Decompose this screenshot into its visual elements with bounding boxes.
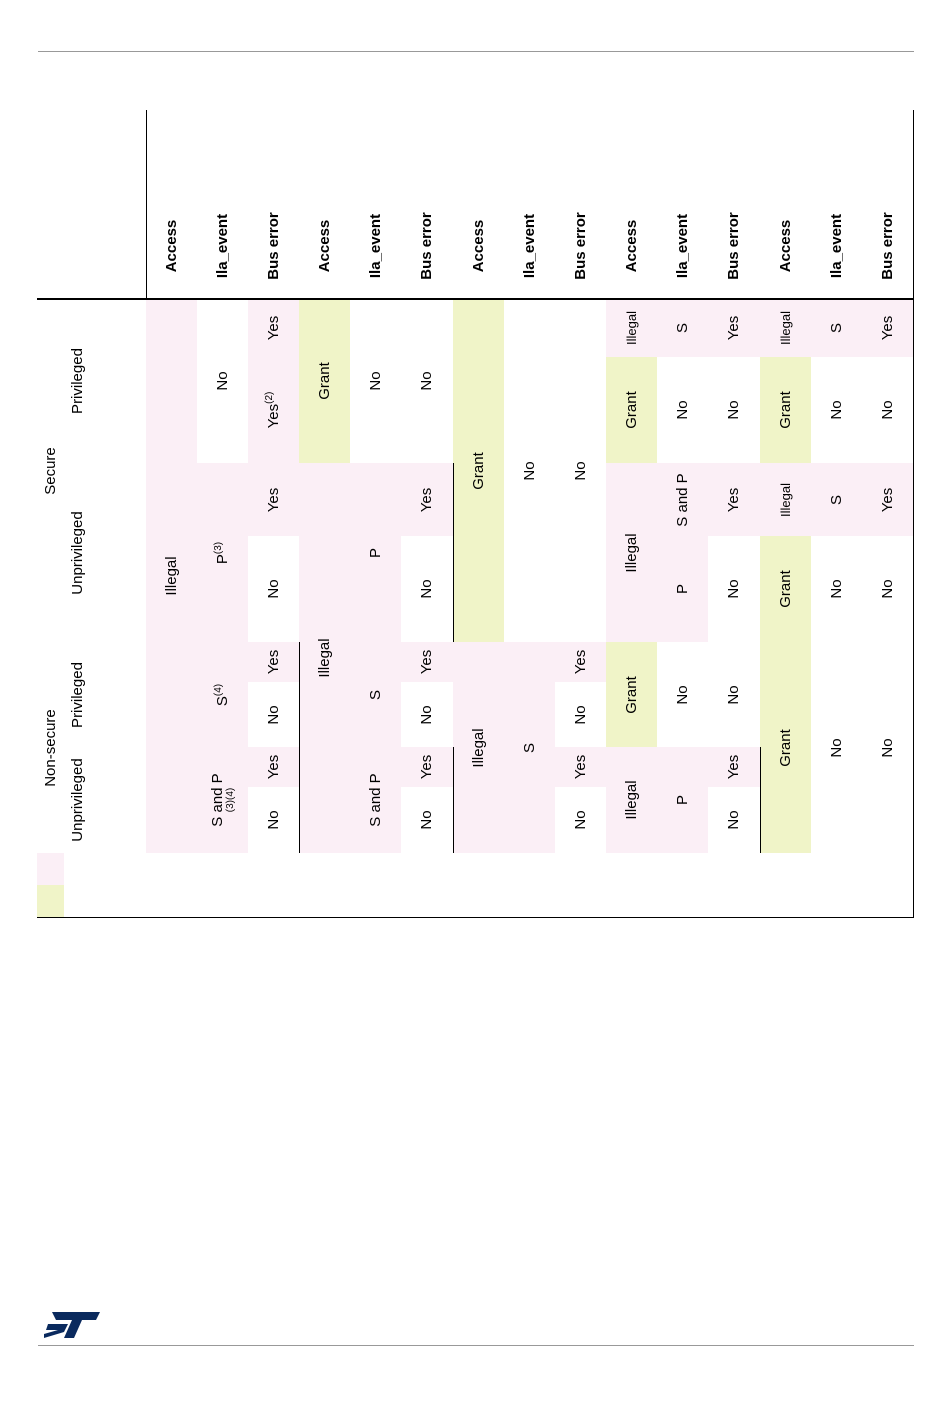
table-cell-text: Illegal bbox=[623, 311, 639, 345]
table-cell bbox=[453, 299, 505, 643]
table-cell-text: No bbox=[418, 371, 436, 391]
table-cell bbox=[862, 299, 914, 358]
table-cell bbox=[862, 357, 914, 464]
table-cell-text: No bbox=[264, 704, 282, 725]
table-cell-text: Yes bbox=[418, 754, 436, 780]
table-cell bbox=[657, 357, 709, 464]
table-cell-text: Grant bbox=[315, 362, 333, 400]
table-cell bbox=[197, 642, 249, 748]
column-header bbox=[453, 192, 505, 300]
table-cell bbox=[708, 357, 761, 464]
table-cell bbox=[197, 299, 249, 464]
table-cell-text: No bbox=[878, 737, 896, 758]
table-cell bbox=[708, 747, 761, 788]
table-cell-text: Grant bbox=[776, 570, 794, 608]
table-cell-text: No bbox=[878, 579, 896, 599]
column-header-text: Bus error bbox=[878, 211, 896, 280]
table-cell-text: No bbox=[827, 737, 845, 758]
table-cell-text: No bbox=[673, 400, 691, 420]
table-cell bbox=[248, 642, 300, 683]
table-cell-text: Yes$^{(2)}$ bbox=[263, 391, 282, 429]
group-title-cell bbox=[453, 110, 607, 193]
row-sub-label-text: Unprivileged bbox=[68, 758, 86, 842]
row-index-cell bbox=[90, 536, 147, 590]
row-sub-label-text: Unprivileged bbox=[68, 510, 86, 595]
column-header-text: Bus error bbox=[571, 211, 589, 280]
column-header-text: Access bbox=[469, 219, 487, 272]
table-cell bbox=[401, 299, 454, 464]
table-cell-text: Yes bbox=[264, 315, 282, 341]
table-cell-text: No bbox=[520, 460, 538, 481]
column-header-text: Access bbox=[315, 219, 333, 272]
row-index-cell bbox=[90, 715, 147, 748]
group-title-cell bbox=[146, 110, 300, 193]
table-cell bbox=[401, 682, 454, 748]
table-cell bbox=[350, 747, 402, 854]
column-header bbox=[401, 192, 454, 300]
table-cell bbox=[760, 357, 812, 464]
table-cell bbox=[657, 463, 709, 537]
table-cell-text: No bbox=[673, 684, 691, 705]
table-cell bbox=[760, 536, 812, 643]
table-cell-text: No bbox=[827, 579, 845, 599]
table-cell-text: Yes bbox=[264, 649, 282, 675]
table-cell bbox=[299, 299, 351, 464]
table-cell bbox=[555, 682, 607, 748]
column-header-text: Bus error bbox=[264, 211, 282, 280]
table-cell bbox=[606, 747, 658, 854]
table-cell-text: Yes bbox=[571, 754, 589, 780]
table-cell bbox=[606, 357, 658, 464]
table-cell-text: $S^{(4)}$ bbox=[212, 683, 231, 706]
table-cell bbox=[248, 747, 300, 788]
table-cell-text: Illegal bbox=[315, 638, 333, 678]
table-cell-text: No bbox=[725, 579, 743, 599]
table-cell bbox=[708, 787, 761, 854]
table-cell-text: No bbox=[725, 810, 743, 830]
table-cell bbox=[708, 299, 761, 358]
table-cell-text: No bbox=[571, 704, 589, 725]
table-cell-text: Grant bbox=[622, 391, 640, 429]
table-cell bbox=[760, 299, 812, 358]
table-cell bbox=[401, 536, 454, 643]
legend-text bbox=[64, 853, 914, 886]
column-header-text: Ila_event bbox=[520, 213, 538, 278]
column-header-text: Ila_event bbox=[213, 213, 231, 278]
table-cell-text: S and P bbox=[673, 472, 691, 527]
table-cell-text: $P^{(3)}$ bbox=[212, 541, 231, 564]
row-index-cell bbox=[90, 589, 147, 643]
table-cell bbox=[862, 642, 914, 854]
column-header bbox=[606, 192, 658, 300]
table-cell-text: No bbox=[418, 579, 436, 599]
table-cell bbox=[708, 463, 761, 537]
table-cell-text: Illegal bbox=[469, 727, 487, 768]
table-cell bbox=[760, 642, 812, 854]
table-cell-text: Yes bbox=[571, 649, 589, 675]
table-cell bbox=[657, 642, 709, 748]
table-cell bbox=[555, 787, 607, 854]
column-header bbox=[708, 192, 761, 300]
table-cell-text: P bbox=[673, 794, 691, 806]
table-cell-text: Yes bbox=[878, 315, 896, 341]
row-sub-label bbox=[65, 463, 91, 643]
column-header bbox=[299, 192, 351, 300]
table-cell-text: Yes bbox=[878, 487, 896, 512]
table-cell-text: Yes bbox=[725, 315, 743, 341]
table-cell bbox=[811, 463, 863, 537]
legend-text bbox=[64, 885, 914, 918]
table-cell-text: No bbox=[571, 810, 589, 830]
table-cell bbox=[555, 642, 607, 683]
table-cell bbox=[555, 747, 607, 788]
table-cell bbox=[299, 463, 351, 854]
table-cell-text: Illegal bbox=[622, 780, 640, 820]
table-cell bbox=[350, 463, 402, 643]
table-cell bbox=[401, 787, 454, 854]
table-cell-text: S and P (3)(4) bbox=[208, 773, 236, 827]
column-header-text: Ila_event bbox=[366, 213, 384, 278]
table-cell-text: No bbox=[366, 371, 384, 391]
table-cell-text: Yes bbox=[725, 487, 743, 512]
row-group-label-text: Non-secure bbox=[42, 708, 60, 787]
row-group-label-text: Secure bbox=[42, 446, 60, 495]
table-cell-text: No bbox=[725, 400, 743, 420]
table-cell bbox=[862, 536, 914, 643]
group-title-cell bbox=[299, 110, 454, 193]
table-cell-text: No bbox=[827, 400, 845, 420]
table-cell-text: No bbox=[213, 371, 231, 391]
bottom-rule bbox=[38, 1345, 914, 1346]
table-cell-text: S bbox=[827, 494, 845, 505]
table-cell-text: Yes bbox=[725, 754, 743, 780]
table-cell-text: Yes bbox=[418, 649, 436, 675]
table-cell bbox=[657, 536, 709, 643]
column-header-text: Access bbox=[776, 219, 794, 272]
row-sub-label bbox=[65, 642, 91, 748]
table-cell bbox=[248, 536, 300, 643]
table-cell-text: S bbox=[673, 322, 691, 334]
table-cell-text: No bbox=[418, 810, 436, 830]
table-cell bbox=[504, 299, 556, 643]
row-sub-label-text: Privileged bbox=[68, 661, 86, 728]
table-cell bbox=[862, 463, 914, 537]
table-cell bbox=[401, 747, 454, 788]
table-cell bbox=[606, 299, 658, 358]
column-header-text: Ila_event bbox=[827, 213, 845, 278]
table-cell bbox=[657, 299, 709, 358]
row-sub-label-text: Privileged bbox=[68, 348, 86, 414]
column-header-text: Bus error bbox=[725, 211, 743, 280]
table-cell-text: S bbox=[366, 689, 384, 700]
header-rule bbox=[37, 298, 914, 300]
row-sub-label bbox=[65, 747, 91, 854]
table-cell bbox=[811, 357, 863, 464]
table-cell bbox=[401, 642, 454, 683]
group-title-cell bbox=[606, 110, 761, 193]
table-cell bbox=[453, 642, 505, 854]
table-cell bbox=[760, 463, 812, 537]
table-cell bbox=[248, 787, 300, 854]
table-cell-text: Yes bbox=[264, 487, 282, 512]
table-cell bbox=[197, 463, 249, 643]
table-cell-text: Illegal bbox=[777, 311, 793, 345]
table-cell-text: No bbox=[725, 684, 743, 705]
column-header bbox=[760, 192, 812, 300]
column-header bbox=[504, 192, 556, 300]
corner-cell bbox=[37, 110, 147, 300]
table-cell bbox=[248, 299, 300, 358]
table-cell bbox=[657, 747, 709, 854]
column-header bbox=[248, 192, 300, 300]
row-group-label bbox=[37, 642, 66, 854]
table-cell bbox=[197, 747, 249, 854]
table-cell bbox=[504, 642, 556, 854]
column-header-text: Ila_event bbox=[673, 213, 691, 278]
table-cell bbox=[350, 642, 402, 748]
table-cell-text: Grant bbox=[776, 728, 794, 767]
table-cell bbox=[248, 682, 300, 748]
table-cell-text: S bbox=[520, 742, 538, 753]
table-cell-text: No bbox=[571, 460, 589, 481]
table-cell bbox=[606, 463, 658, 643]
row-index-cell bbox=[90, 787, 147, 821]
column-header bbox=[657, 192, 709, 300]
table-cell bbox=[146, 299, 198, 854]
table-cell bbox=[811, 299, 863, 358]
group-title-cell bbox=[760, 110, 914, 193]
table-cell bbox=[708, 536, 761, 643]
table-cell-text: Illegal bbox=[162, 556, 180, 596]
table-cell-text: Yes bbox=[418, 487, 436, 512]
table-cell-text: S and P bbox=[366, 773, 384, 827]
row-group-label bbox=[37, 299, 66, 643]
row-index-cell bbox=[90, 747, 147, 788]
table-cell bbox=[350, 299, 402, 464]
column-header bbox=[862, 192, 914, 300]
table-cell bbox=[248, 357, 300, 464]
st-logo-icon bbox=[44, 1308, 102, 1342]
table-cell-text: Illegal bbox=[777, 482, 793, 517]
table-cell-text: Yes bbox=[264, 754, 282, 780]
table-cell-text: P bbox=[673, 583, 691, 595]
column-header bbox=[146, 192, 198, 300]
column-header-text: Access bbox=[622, 219, 640, 272]
table-cell-text: No bbox=[878, 400, 896, 420]
table-cell bbox=[708, 642, 761, 748]
table-cell-text: No bbox=[418, 704, 436, 725]
row-sub-label bbox=[65, 299, 91, 464]
table-cell bbox=[555, 299, 607, 643]
column-header bbox=[811, 192, 863, 300]
table-cell bbox=[401, 463, 454, 537]
row-index-cell bbox=[90, 682, 147, 716]
table-cell-text: P bbox=[366, 547, 384, 558]
column-header bbox=[197, 192, 249, 300]
table-cell-text: No bbox=[264, 579, 282, 599]
column-header bbox=[350, 192, 402, 300]
table-cell bbox=[606, 642, 658, 748]
table-cell-text: Grant bbox=[776, 391, 794, 429]
legend-swatch bbox=[37, 853, 65, 886]
table-cell-text: Grant bbox=[622, 675, 640, 714]
column-header-text: Access bbox=[162, 219, 180, 272]
column-header bbox=[555, 192, 607, 300]
column-header-text: Bus error bbox=[418, 211, 436, 280]
table-cell-text: Grant bbox=[469, 451, 487, 490]
row-index-cell bbox=[90, 410, 147, 464]
table-cell-text: No bbox=[264, 810, 282, 830]
table-cell-text: S bbox=[827, 322, 845, 334]
row-index-cell bbox=[90, 820, 147, 854]
table-cell bbox=[811, 642, 863, 854]
row-index-cell bbox=[90, 642, 147, 683]
row-index-cell bbox=[90, 299, 147, 358]
table-cell bbox=[248, 463, 300, 537]
row-index-cell bbox=[90, 463, 147, 537]
legend-swatch bbox=[37, 885, 65, 918]
table-cell bbox=[811, 536, 863, 643]
row-index-cell bbox=[90, 357, 147, 411]
table-cell-text: Illegal bbox=[622, 532, 640, 573]
